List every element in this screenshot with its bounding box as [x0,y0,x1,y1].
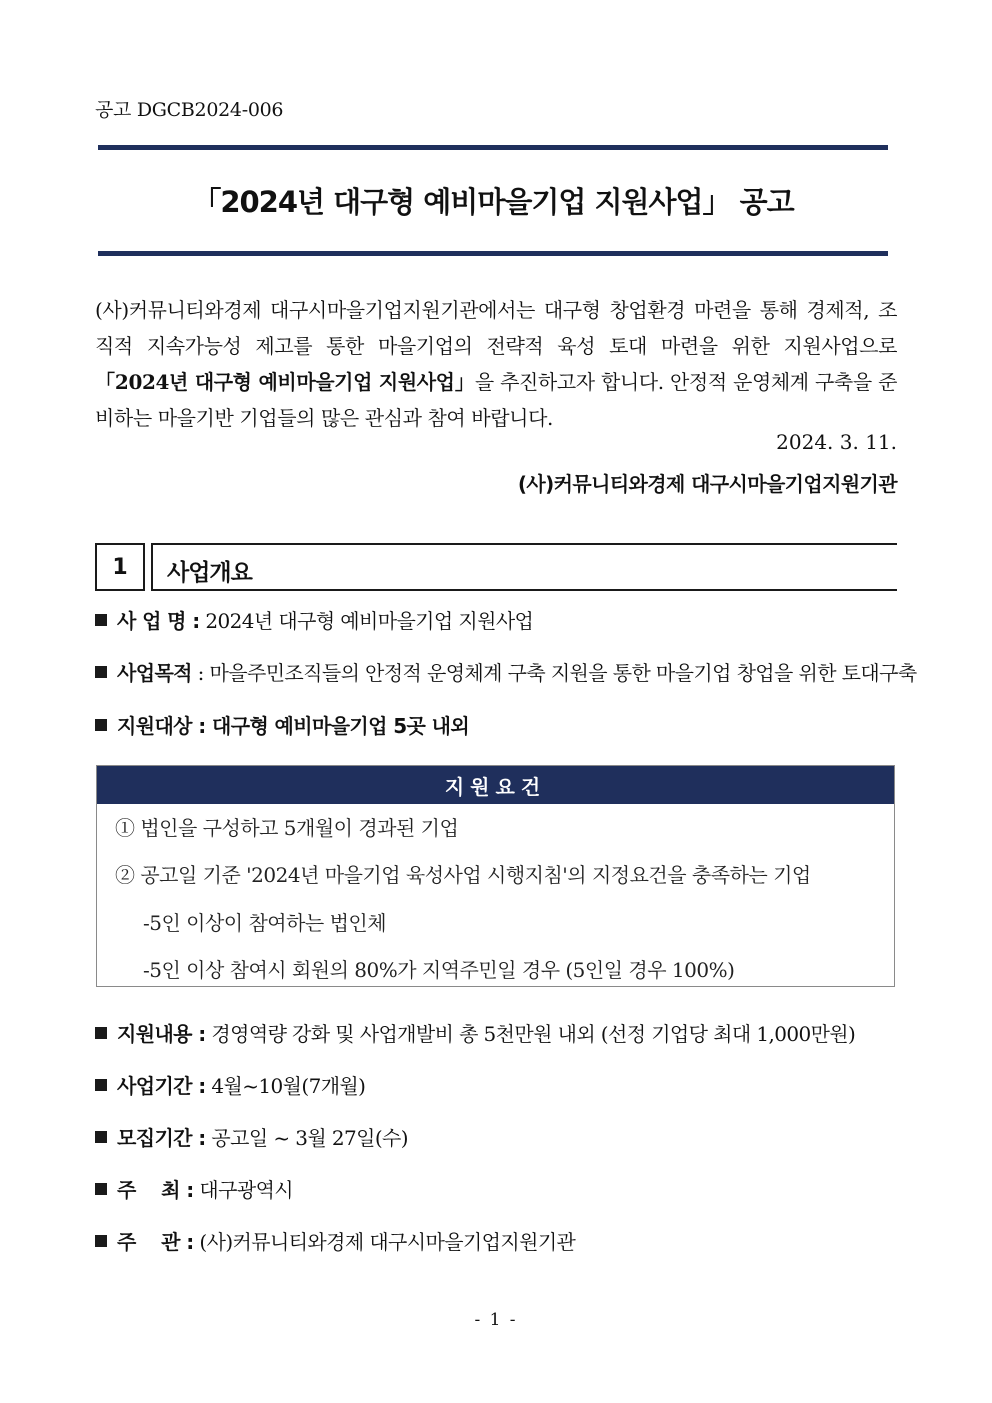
notice-number: 공고 DGCB2024-006 [95,99,284,121]
section-title-box [151,543,897,591]
item-recruitment-period [95,1122,408,1151]
requirements-header: 지원요건 [97,766,894,804]
requirement-sub-line-1: -5인 이상이 참여하는 법인체 [143,911,387,935]
bullet-square-icon [95,719,107,731]
item-purpose [95,657,917,686]
bullet-square-icon [95,614,107,626]
item-label: 주 최 : [117,1178,194,1202]
bullet-square-icon [95,1183,107,1195]
item-value: : 마을주민조직들의 안정적 운영체계 구축 지원을 통한 마을기업 창업을 위한 토대구축 [191,661,917,685]
section-header [95,543,897,591]
item-label: 모집기간 : [117,1126,206,1150]
bullet-square-icon [95,1131,107,1143]
item-value: 대구광역시 [193,1178,294,1202]
item-program-period [95,1070,365,1099]
item-label: 지원대상 : [117,714,206,738]
announcement-date: 2024. 3. 11. [776,430,897,454]
intro-line-2: 직적 지속가능성 제고를 통한 마을기업의 전략적 육성 토대 마련을 위한 지원사업으로 [95,334,897,358]
requirements-box [96,765,895,987]
requirement-line-1: ① 법인을 구성하고 5개월이 경과된 기업 [115,816,459,840]
title-bottom-rule [98,251,888,256]
intro-line-3 [95,364,897,400]
item-target [95,710,469,739]
title-top-rule [98,145,888,150]
requirement-sub-line-2: -5인 이상 참여시 회원의 80%가 지역주민일 경우 (5인일 경우 100%) [143,958,735,982]
item-label: 사 업 명 : [117,609,200,633]
item-program-name [95,605,533,634]
section-title: 사업개요 [167,560,252,586]
item-label: 사업기간 : [117,1074,206,1098]
intro-paragraph [95,292,897,436]
item-host [95,1174,293,1203]
intro-line-1: (사)커뮤니티와경제 대구시마을기업지원기관에서는 대구형 창업환경 마련을 통해 경제적, 조 [95,298,897,322]
intro-line-3-rest: 을 추진하고자 합니다. 안정적 운영체계 구축을 준 [474,370,897,394]
bullet-square-icon [95,1235,107,1247]
item-organizer [95,1226,575,1255]
bullet-square-icon [95,1027,107,1039]
item-support-content [95,1018,855,1047]
document-title: 「2024년 대구형 예비마을기업 지원사업」 공고 [192,185,794,219]
issuing-organization: (사)커뮤니티와경제 대구시마을기업지원기관 [517,472,897,496]
requirement-line-2: ② 공고일 기준 '2024년 마을기업 육성사업 시행지침'의 지정요건을 충족하는 기업 [115,863,811,887]
item-value: 2024년 대구형 예비마을기업 지원사업 [199,609,534,633]
item-label: 지원내용 : [117,1022,206,1046]
page-number: - 1 - [474,1310,518,1330]
item-value: (사)커뮤니티와경제 대구시마을기업지원기관 [193,1230,576,1254]
item-value: 경영역량 강화 및 사업개발비 총 5천만원 내외 (선정 기업당 최대 1,000만원) [205,1022,856,1046]
bullet-square-icon [95,1079,107,1091]
bullet-square-icon [95,666,107,678]
item-value: 공고일 ~ 3월 27일(수) [205,1126,408,1150]
item-label: 사업목적 [117,661,192,685]
intro-program-name: 「2024년 대구형 예비마을기업 지원사업」 [95,370,475,394]
section-number: 1 [95,543,145,591]
intro-line-4: 비하는 마을기반 기업들의 많은 관심과 참여 바랍니다. [95,406,553,430]
item-value: 대구형 예비마을기업 5곳 내외 [205,714,470,738]
item-label: 주 관 : [117,1230,194,1254]
item-value: 4월~10월(7개월) [205,1074,366,1098]
